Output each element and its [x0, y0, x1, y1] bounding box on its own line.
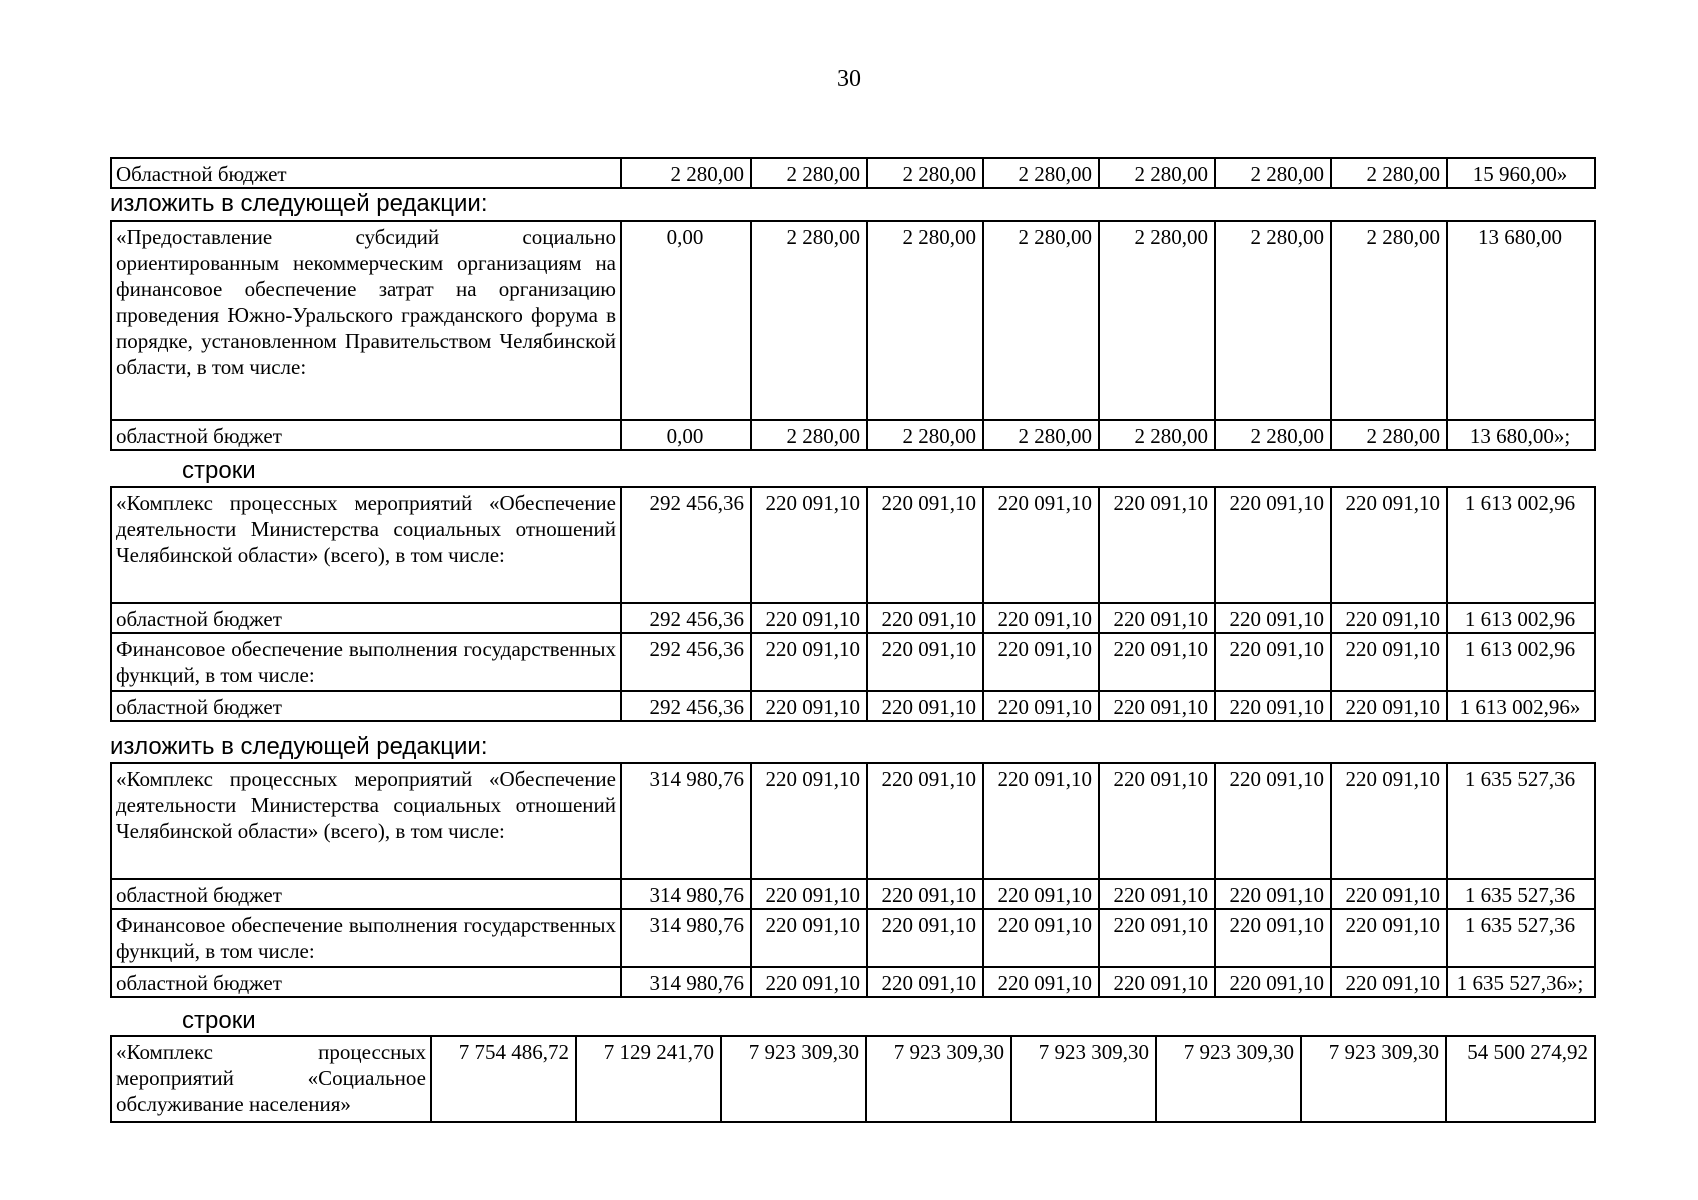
cell-value: 220 091,10: [1331, 763, 1447, 879]
cell-value: 2 280,00: [1099, 158, 1215, 188]
row-label: «Предоставление субсидий социально ориентированным некоммерческим организациям на финансовое обеспечение затрат на организацию проведения Южно-Уральского гражданского форума в порядке, установленном Правительством Челябинской области, в том числе:: [111, 221, 621, 420]
budget-table-4: [110, 762, 1596, 998]
cell-value: 220 091,10: [867, 967, 983, 997]
cell-value: 2 280,00: [1099, 420, 1215, 450]
cell-value: 7 754 486,72: [431, 1036, 576, 1122]
cell-value: 220 091,10: [867, 879, 983, 909]
row-label: областной бюджет: [111, 691, 621, 721]
cell-value: 220 091,10: [983, 967, 1099, 997]
cell-value: 220 091,10: [751, 763, 867, 879]
cell-total: 1 613 002,96: [1447, 633, 1595, 691]
cell-value: 7 923 309,30: [1301, 1036, 1446, 1122]
cell-value: 220 091,10: [1099, 909, 1215, 967]
cell-value: 2 280,00: [867, 221, 983, 420]
cell-total: 1 635 527,36: [1447, 763, 1595, 879]
cell-value: 2 280,00: [983, 158, 1099, 188]
cell-total: 15 960,00»: [1447, 158, 1595, 188]
table-row: [111, 221, 1595, 420]
cell-value: 7 923 309,30: [721, 1036, 866, 1122]
cell-value: 7 129 241,70: [576, 1036, 721, 1122]
cell-value: 0,00: [621, 420, 751, 450]
cell-total: 13 680,00: [1447, 221, 1595, 420]
cell-value: 2 280,00: [1331, 221, 1447, 420]
cell-value: 2 280,00: [983, 221, 1099, 420]
cell-value: 220 091,10: [1099, 487, 1215, 603]
table-row: [111, 158, 1595, 188]
cell-value: 220 091,10: [1331, 967, 1447, 997]
cell-value: 292 456,36: [621, 487, 751, 603]
budget-table-2: [110, 220, 1596, 451]
cell-value: 2 280,00: [751, 420, 867, 450]
table-row: [111, 420, 1595, 450]
cell-total: 13 680,00»;: [1447, 420, 1595, 450]
cell-value: 220 091,10: [1215, 763, 1331, 879]
cell-value: 2 280,00: [621, 158, 751, 188]
table-row: [111, 633, 1595, 691]
cell-value: 220 091,10: [1331, 691, 1447, 721]
cell-value: 7 923 309,30: [866, 1036, 1011, 1122]
cell-value: 220 091,10: [1331, 487, 1447, 603]
cell-value: 314 980,76: [621, 879, 751, 909]
cell-value: 220 091,10: [751, 909, 867, 967]
budget-table-5: [110, 1035, 1596, 1123]
cell-value: 7 923 309,30: [1011, 1036, 1156, 1122]
cell-value: 292 456,36: [621, 691, 751, 721]
page-number: 30: [837, 66, 861, 92]
table-row: [111, 603, 1595, 633]
cell-value: 220 091,10: [983, 763, 1099, 879]
cell-value: 220 091,10: [983, 691, 1099, 721]
cell-value: 2 280,00: [1215, 158, 1331, 188]
cell-value: 220 091,10: [751, 633, 867, 691]
cell-value: 2 280,00: [1215, 420, 1331, 450]
cell-value: 220 091,10: [867, 487, 983, 603]
row-label: «Комплекс процессных мероприятий «Обеспечение деятельности Министерства социальных отношений Челябинской области» (всего), в том числе:: [111, 763, 621, 879]
cell-value: 292 456,36: [621, 633, 751, 691]
cell-value: 314 980,76: [621, 909, 751, 967]
cell-value: 2 280,00: [1331, 420, 1447, 450]
cell-value: 2 280,00: [751, 221, 867, 420]
row-label: областной бюджет: [111, 879, 621, 909]
cell-value: 220 091,10: [983, 633, 1099, 691]
cell-value: 220 091,10: [751, 603, 867, 633]
cell-value: 220 091,10: [867, 909, 983, 967]
row-label: областной бюджет: [111, 603, 621, 633]
cell-value: 2 280,00: [1215, 221, 1331, 420]
cell-value: 314 980,76: [621, 967, 751, 997]
cell-value: 220 091,10: [751, 967, 867, 997]
cell-value: 220 091,10: [1215, 603, 1331, 633]
cell-value: 2 280,00: [867, 420, 983, 450]
cell-total: 54 500 274,92: [1446, 1036, 1595, 1122]
row-label: «Комплекс процессных мероприятий «Обеспечение деятельности Министерства социальных отношений Челябинской области» (всего), в том числе:: [111, 487, 621, 603]
row-label: «Комплекс процессных мероприятий «Социальное обслуживание населения»: [111, 1036, 431, 1122]
table-row: [111, 487, 1595, 603]
cell-total: 1 613 002,96: [1447, 603, 1595, 633]
cell-value: 220 091,10: [1099, 879, 1215, 909]
cell-value: 220 091,10: [867, 633, 983, 691]
cell-value: 220 091,10: [983, 487, 1099, 603]
row-label: Финансовое обеспечение выполнения государственных функций, в том числе:: [111, 909, 621, 967]
cell-value: 2 280,00: [867, 158, 983, 188]
row-label: областной бюджет: [111, 967, 621, 997]
cell-value: 2 280,00: [1331, 158, 1447, 188]
cell-total: 1 613 002,96»: [1447, 691, 1595, 721]
cell-total: 1 613 002,96: [1447, 487, 1595, 603]
cell-value: 7 923 309,30: [1156, 1036, 1301, 1122]
cell-value: 220 091,10: [751, 879, 867, 909]
cell-value: 2 280,00: [751, 158, 867, 188]
cell-value: 220 091,10: [1215, 967, 1331, 997]
cell-value: 220 091,10: [1331, 603, 1447, 633]
rows-note: строки: [182, 457, 256, 484]
edit-note: изложить в следующей редакции:: [110, 733, 488, 760]
table-row: [111, 967, 1595, 997]
cell-value: 220 091,10: [1215, 487, 1331, 603]
cell-total: 1 635 527,36»;: [1447, 967, 1595, 997]
cell-value: 220 091,10: [1099, 763, 1215, 879]
cell-value: 220 091,10: [867, 763, 983, 879]
cell-value: 220 091,10: [751, 487, 867, 603]
cell-value: 220 091,10: [867, 603, 983, 633]
cell-value: 220 091,10: [1215, 909, 1331, 967]
cell-value: 2 280,00: [1099, 221, 1215, 420]
cell-value: 0,00: [621, 221, 751, 420]
cell-value: 220 091,10: [1331, 909, 1447, 967]
cell-value: 220 091,10: [1331, 633, 1447, 691]
cell-value: 220 091,10: [1099, 603, 1215, 633]
row-label: Финансовое обеспечение выполнения государственных функций, в том числе:: [111, 633, 621, 691]
budget-table-3: [110, 486, 1596, 722]
table-row: [111, 1036, 1595, 1122]
cell-total: 1 635 527,36: [1447, 879, 1595, 909]
table-row: [111, 909, 1595, 967]
row-label: Областной бюджет: [111, 158, 621, 188]
cell-value: 220 091,10: [983, 909, 1099, 967]
table-row: [111, 879, 1595, 909]
cell-value: 220 091,10: [1215, 879, 1331, 909]
table-row: [111, 691, 1595, 721]
cell-value: 220 091,10: [1099, 633, 1215, 691]
cell-value: 220 091,10: [1331, 879, 1447, 909]
table-row: [111, 763, 1595, 879]
cell-value: 220 091,10: [1215, 691, 1331, 721]
edit-note: изложить в следующей редакции:: [110, 190, 488, 217]
cell-value: 220 091,10: [751, 691, 867, 721]
cell-total: 1 635 527,36: [1447, 909, 1595, 967]
rows-note: строки: [182, 1007, 256, 1034]
cell-value: 220 091,10: [1099, 691, 1215, 721]
cell-value: 220 091,10: [1099, 967, 1215, 997]
cell-value: 292 456,36: [621, 603, 751, 633]
cell-value: 2 280,00: [983, 420, 1099, 450]
budget-table-1: [110, 157, 1596, 189]
cell-value: 220 091,10: [983, 603, 1099, 633]
cell-value: 220 091,10: [983, 879, 1099, 909]
cell-value: 314 980,76: [621, 763, 751, 879]
row-label: областной бюджет: [111, 420, 621, 450]
cell-value: 220 091,10: [867, 691, 983, 721]
cell-value: 220 091,10: [1215, 633, 1331, 691]
